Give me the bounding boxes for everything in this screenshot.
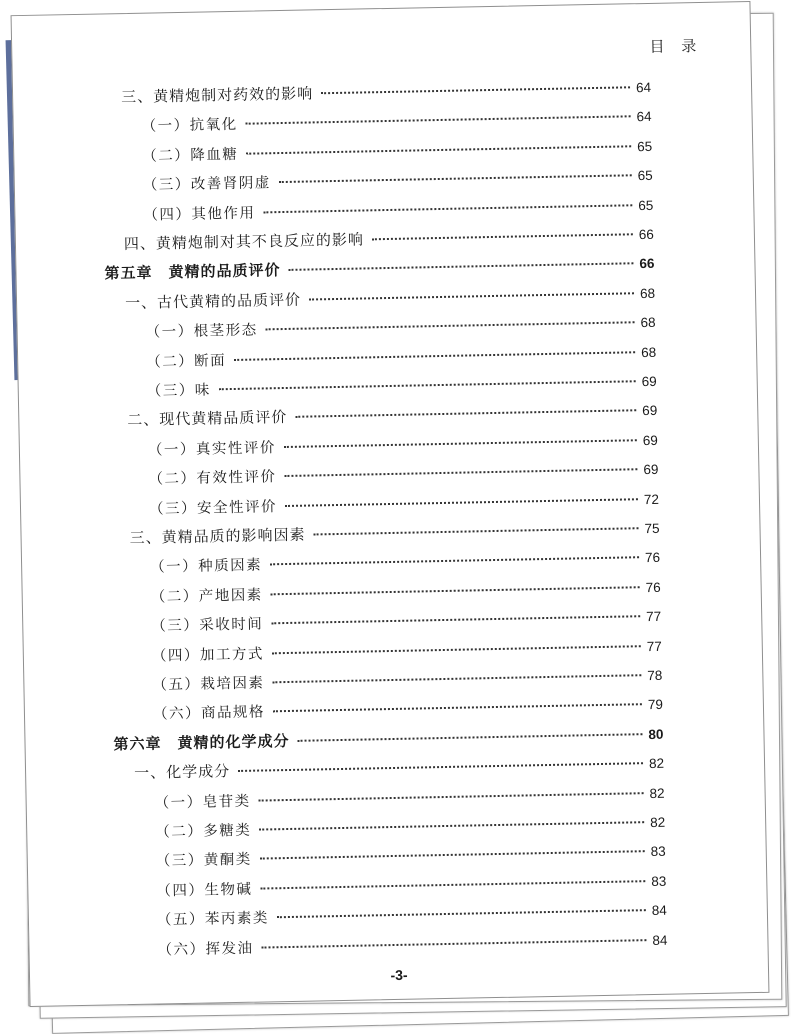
dot-leader: [260, 851, 645, 860]
toc-entry-page: 84: [652, 932, 668, 948]
toc-page: [11, 1, 770, 1007]
toc-entry-page: 69: [641, 373, 657, 390]
toc-entry-page: 83: [651, 873, 667, 889]
toc-entry-page: 64: [635, 79, 652, 96]
toc-entry: [154, 781, 664, 812]
toc-entry-page: 77: [646, 638, 662, 654]
toc-entry-title: （一）种质因素: [150, 557, 263, 577]
toc-entry: [124, 223, 654, 254]
toc-entry-page: 78: [647, 667, 663, 684]
toc-entry: [156, 870, 666, 901]
toc-entry: [150, 546, 660, 577]
toc-entry-page: 65: [637, 138, 653, 154]
toc-entry: [148, 429, 658, 460]
dot-leader: [285, 498, 638, 507]
toc-entry-page: 65: [638, 197, 654, 213]
dot-leader: [273, 704, 642, 713]
toc-entry-title: （三）味: [146, 382, 211, 400]
toc-entry-title: （二）断面: [146, 352, 227, 371]
dot-leader: [238, 762, 643, 772]
toc-entry-title: （五）苯丙素类: [156, 910, 270, 929]
dot-leader: [277, 909, 646, 918]
toc-entry-title: （四）其他作用: [143, 205, 256, 224]
dot-leader: [219, 380, 636, 390]
toc-entry-title: （三）黄酮类: [155, 852, 252, 870]
toc-entry-page: 79: [647, 697, 664, 713]
dot-leader: [260, 880, 645, 889]
toc-entry-page: 69: [642, 403, 658, 419]
dot-leader: [295, 410, 636, 419]
toc-entry: [157, 928, 667, 959]
toc-entry: [151, 605, 661, 636]
toc-entry-title: （三）改善肾阴虚: [142, 175, 271, 194]
toc-entry: [155, 811, 665, 842]
toc-entry: [149, 487, 659, 518]
toc-entry-title: （三）安全性评价: [148, 498, 278, 518]
toc-entry-title: 二、现代黄精品质评价: [127, 408, 288, 430]
toc-entry-title: （五）栽培因素: [152, 675, 265, 694]
toc-entry: [121, 76, 651, 107]
toc-entry-page: 69: [643, 462, 659, 478]
toc-entry-page: 80: [648, 726, 664, 742]
dot-leader: [234, 351, 635, 361]
toc-entry-page: 68: [640, 315, 656, 331]
toc-entry-page: 76: [644, 550, 661, 566]
toc-entry-title: （二）降血糖: [142, 146, 239, 165]
toc-entry-title: （二）多糖类: [155, 822, 252, 841]
toc-entry-title: （四）生物碱: [156, 881, 253, 900]
toc-entry-page: 69: [642, 432, 658, 448]
dot-leader: [246, 116, 631, 125]
dot-leader: [321, 86, 630, 94]
toc-entry-page: 76: [645, 579, 661, 595]
toc-entry: [148, 458, 658, 489]
dot-leader: [270, 557, 639, 566]
toc-entry-title: （三）采收时间: [151, 616, 264, 635]
toc-entry-title: （四）加工方式: [151, 646, 265, 665]
toc-entry-page: 83: [650, 844, 666, 860]
toc-entry-title: 一、古代黄精的品质评价: [124, 290, 302, 312]
toc-entry: [134, 752, 664, 783]
toc-entry: [142, 135, 652, 166]
toc-entry: [152, 664, 662, 695]
dot-leader: [298, 733, 643, 742]
dot-leader: [284, 439, 637, 448]
dot-leader: [259, 792, 644, 801]
toc-entry: [145, 311, 655, 342]
dot-leader: [263, 204, 632, 213]
toc-entry-page: 68: [639, 285, 656, 301]
dot-leader: [261, 939, 646, 948]
toc-entry-page: 66: [639, 256, 655, 272]
toc-entry-page: 82: [648, 755, 665, 772]
toc-entry-page: 68: [640, 344, 657, 360]
toc-entry-title: （一）抗氧化: [141, 117, 238, 136]
toc-entry-title: 第六章 黄精的化学成分: [113, 731, 290, 754]
toc-entry: [147, 370, 657, 401]
dot-leader: [271, 586, 640, 595]
toc-entry-title: （二）有效性评价: [148, 469, 277, 488]
toc-entry: [153, 693, 663, 724]
toc-entry-page: 84: [651, 902, 667, 919]
toc-entry: [157, 899, 667, 930]
toc-entry-title: （一）根茎形态: [145, 322, 258, 341]
dot-leader: [259, 821, 644, 830]
toc-entry: [151, 576, 661, 607]
toc-entry-title: 三、黄精品质的影响因素: [129, 525, 306, 548]
toc-entry-title: （一）皂苷类: [154, 793, 251, 812]
toc-entry-title: （二）产地因素: [150, 587, 263, 606]
toc-entry: [143, 164, 653, 195]
toc-entry: [141, 105, 651, 136]
toc-entry: [104, 252, 654, 284]
toc-entry: [146, 340, 656, 371]
toc-entry-title: （六）挥发油: [157, 940, 254, 959]
toc-entry: [127, 399, 657, 430]
dot-leader: [271, 615, 640, 624]
dot-leader: [279, 174, 632, 183]
toc-entry-page: 82: [649, 785, 665, 801]
dot-leader: [314, 527, 639, 535]
toc-entry: [152, 634, 662, 665]
toc-entry-title: 第五章 黄精的品质评价: [104, 261, 281, 283]
page-header: 目 录: [649, 36, 703, 56]
toc-entry-page: 77: [646, 609, 662, 625]
toc-entry: [125, 282, 655, 313]
toc-entry-page: 75: [644, 520, 660, 537]
toc-entry-page: 66: [638, 226, 655, 243]
dot-leader: [288, 263, 633, 272]
toc-entry: [143, 193, 653, 224]
dot-leader: [266, 321, 635, 330]
dot-leader: [246, 145, 631, 154]
dot-leader: [272, 645, 641, 654]
toc-entry-page: 72: [643, 491, 660, 507]
dot-leader: [284, 468, 637, 477]
dot-leader: [309, 292, 634, 300]
page-number: -3-: [390, 966, 408, 984]
toc-entry-title: 一、化学成分: [133, 762, 231, 783]
toc-entry-title: 三、黄精炮制对药效的影响: [120, 84, 314, 107]
toc-entry-page: 82: [649, 814, 666, 831]
dot-leader: [272, 674, 641, 683]
toc-entry-title: 四、黄精炮制对其不良反应的影响: [123, 230, 365, 254]
toc-entry-title: （一）真实性评价: [147, 439, 277, 459]
toc-entry-page: 65: [637, 168, 653, 184]
toc-entry-title: （六）商品规格: [152, 704, 266, 723]
toc-entry: [129, 517, 659, 548]
toc-entry: [156, 840, 666, 871]
dot-leader: [372, 233, 633, 240]
toc-entry-page: 64: [636, 109, 652, 125]
toc-entry: [113, 723, 663, 755]
